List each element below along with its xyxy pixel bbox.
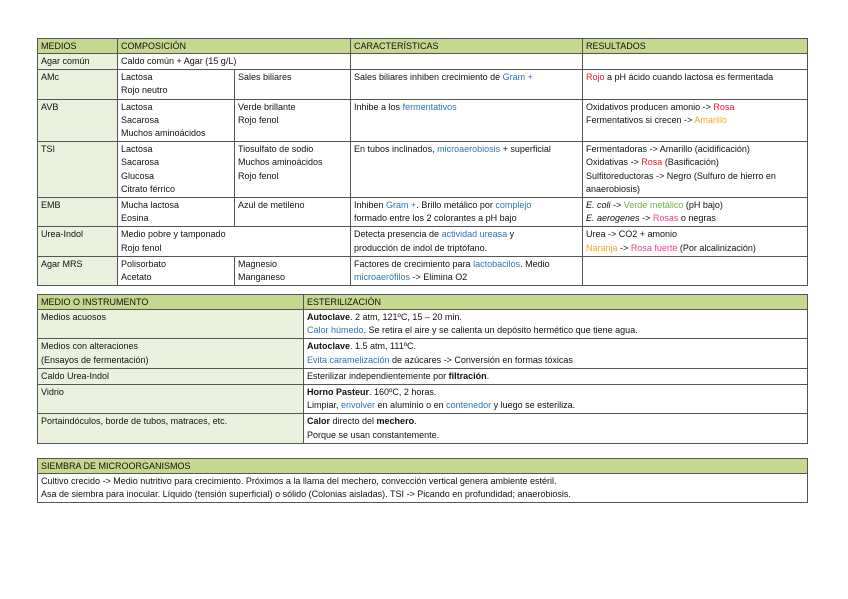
table-row: [38, 339, 808, 368]
composition-cell: [235, 70, 351, 99]
table-row: [38, 385, 808, 414]
sterilization-cell: Horno Pasteur. 160ºC, 2 horas. Limpiar, envolver en aluminio o en contenedor y luego se esteriliza.: [304, 385, 808, 414]
characteristics-cell: Sales biliares inhiben crecimiento de Gram +: [351, 70, 583, 99]
table-row: [38, 474, 808, 503]
characteristics-cell: Inhiben Gram +. Brillo metálico por complejo formado entre los 2 colorantes a pH bajo: [351, 198, 583, 227]
medium-name: Urea-Indol: [38, 227, 118, 256]
medium-name: Medios acuosos: [38, 310, 304, 339]
results-cell: [583, 54, 808, 70]
composition-cell: Lactosa Sacarosa Muchos aminoácidos: [118, 99, 235, 142]
characteristics-cell: Factores de crecimiento para lactobacilos. Medio microaerófilos -> Elimina O2: [351, 256, 583, 285]
medium-name: Portaindóculos, borde de tubos, matraces, etc.: [38, 414, 304, 443]
seeding-cell: [38, 474, 808, 503]
table-row: [38, 227, 808, 256]
results-cell: Oxidativos producen amonio -> Rosa Fermentativos si crecen -> Amarillo: [583, 99, 808, 142]
table-row: [38, 368, 808, 384]
composition-cell: [118, 70, 235, 99]
table-row: [38, 54, 808, 70]
results-cell: E. coli -> Verde metálico (pH bajo) E. aerogenes -> Rosas o negras: [583, 198, 808, 227]
header-esterilizacion: ESTERILIZACIÓN: [304, 295, 808, 310]
characteristics-cell: Detecta presencia de actividad ureasa y producción de indol de triptófano.: [351, 227, 583, 256]
medium-name: Medios con alteraciones (Ensayos de fermentación): [38, 339, 304, 368]
results-cell: [583, 256, 808, 285]
results-cell: Fermentadoras -> Amarillo (acidificación) Oxidativas -> Rosa (Basificación) Sulfitoreductoras -> Negro (Sulfuro de hierro en anaerobiosis): [583, 142, 808, 198]
table-row: [38, 198, 808, 227]
media-table: [37, 38, 808, 286]
characteristics-cell: [351, 54, 583, 70]
table-row: [38, 256, 808, 285]
medium-name: EMB: [38, 198, 118, 227]
medium-name: AMc: [38, 70, 118, 99]
characteristics-cell: En tubos inclinados, microaerobiosis + superficial: [351, 142, 583, 198]
composition-cell: Magnesio Manganeso: [235, 256, 351, 285]
results-cell: Rojo a pH ácido cuando lactosa es fermentada: [583, 70, 808, 99]
composition-line: Lactosa: [121, 72, 153, 83]
medium-name: Caldo Urea-Indol: [38, 368, 304, 384]
composition-cell: Verde brillante Rojo fenol: [235, 99, 351, 142]
composition-line: Rojo neutro: [121, 85, 168, 96]
seeding-table-header: [38, 459, 808, 474]
composition-cell: Tiosulfato de sodio Muchos aminoácidos Rojo fenol: [235, 142, 351, 198]
seeding-line: Asa de siembra para inocular. Líquido (tensión superficial) o sólido (Colonias aisladas). TSI -> Picando en profundidad; anaerobiosis.: [41, 489, 571, 500]
table-row: [38, 70, 808, 99]
table-row: [38, 310, 808, 339]
medium-name: AVB: [38, 99, 118, 142]
header-composicion: COMPOSICIÓN: [118, 39, 351, 54]
table-row: [38, 414, 808, 443]
results-cell: Urea -> CO2 + amonio Naranja -> Rosa fuerte (Por alcalinización): [583, 227, 808, 256]
media-table-header: [38, 39, 808, 54]
sterilization-cell: Autoclave. 2 atm, 121ºC, 15 – 20 min. Calor húmedo. Se retira el aire y se calienta un depósito hermético que tiene agua.: [304, 310, 808, 339]
header-medios: MEDIOS: [38, 39, 118, 54]
characteristics-cell: Inhibe a los fermentativos: [351, 99, 583, 142]
sterilization-cell: Calor directo del mechero. Porque se usan constantemente.: [304, 414, 808, 443]
composition-cell: Mucha lactosa Eosina: [118, 198, 235, 227]
header-caracteristicas: CARACTERÍSTICAS: [351, 39, 583, 54]
seeding-table: [37, 458, 808, 503]
sterilization-cell: Autoclave. 1.5 atm, 111ºC. Evita caramelización de azúcares -> Conversión en formas tóxicas: [304, 339, 808, 368]
header-medio-instrumento: MEDIO O INSTRUMENTO: [38, 295, 304, 310]
header-resultados: RESULTADOS: [583, 39, 808, 54]
composition-cell: Lactosa Sacarosa Glucosa Citrato férrico: [118, 142, 235, 198]
composition-cell: Azul de metileno: [235, 198, 351, 227]
medium-name: Vidrio: [38, 385, 304, 414]
medium-name: Agar común: [38, 54, 118, 70]
table-row: [38, 99, 808, 142]
sterilization-table: [37, 294, 808, 444]
header-siembra: SIEMBRA DE MICROORGANISMOS: [38, 459, 808, 474]
table-row: [38, 142, 808, 198]
medium-name: TSI: [38, 142, 118, 198]
medium-name: Agar MRS: [38, 256, 118, 285]
seeding-line: Cultivo crecido -> Medio nutritivo para crecimiento. Próximos a la llama del mechero, convección vertical genera ambiente estéril.: [41, 476, 557, 486]
composition-cell: Caldo común + Agar (15 g/L): [118, 54, 351, 70]
composition-cell: Polisorbato Acetato: [118, 256, 235, 285]
sterilization-cell: Esterilizar independientemente por filtración.: [304, 368, 808, 384]
composition-cell: Medio pobre y tamponado Rojo fenol: [118, 227, 351, 256]
sterilization-table-header: [38, 295, 808, 310]
composition-line: Sales biliares: [238, 72, 292, 83]
